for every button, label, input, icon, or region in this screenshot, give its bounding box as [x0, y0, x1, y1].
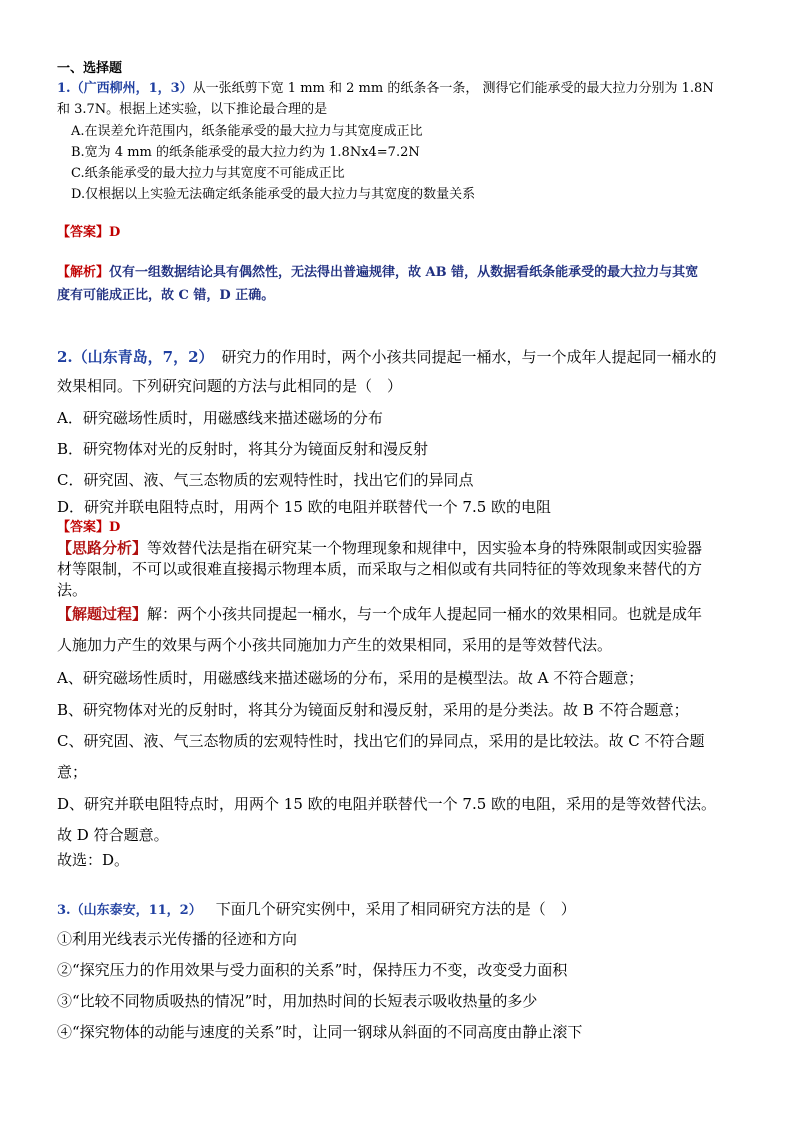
question-2-idea-line-1	[57, 541, 702, 556]
question-1-stem-line-2: 和 3.7N。根据上述实验，以下推论最合理的是	[57, 102, 328, 117]
question-2-answer	[57, 521, 120, 534]
question-2-process-line-2: 人施加力产生的效果与两个小孩共同施加力产生的效果相同，采用的是等效替代法。	[57, 636, 613, 654]
question-1-analysis-line-1	[57, 266, 698, 279]
question-1-option-d: D.仅根据以上实验无法确定纸条能承受的最大拉力与其宽度的数量关系	[71, 187, 476, 202]
question-3-item-2: ②“探究压力的作用效果与受力面积的关系”时，保持压力不变，改变受力面积	[57, 961, 568, 979]
question-1-answer-tag: 【答案】	[57, 225, 110, 240]
question-2-conclusion: 故选：D。	[57, 851, 130, 869]
question-2-option-a: A．研究磁场性质时，用磁感线来描述磁场的分布	[57, 409, 383, 427]
question-1-analysis-line-2: 度有可能成正比，故 C 错，D 正确。	[57, 288, 275, 303]
question-2-option-c: C．研究固、液、气三态物质的宏观特性时，找出它们的异同点	[57, 471, 474, 489]
question-2-process-tag: 【解题过程】	[57, 605, 148, 623]
question-2-process-d-line-2: 故 D 符合题意。	[57, 826, 169, 844]
question-2-answer-value: D	[109, 520, 121, 535]
question-2-process-c-line-2: 意；	[57, 763, 88, 781]
question-2-option-d: D．研究并联电阻特点时，用两个 15 欧的电阻并联替代一个 7.5 欧的电阻	[57, 498, 552, 516]
question-2-process-text: 解：两个小孩共同提起一桶水，与一个成年人提起同一桶水的效果相同。也就是成年	[147, 605, 703, 623]
question-2-process-d-line-1: D、研究并联电阻特点时，用两个 15 欧的电阻并联替代一个 7.5 欧的电阻，采用的是等效替代法。	[57, 795, 717, 813]
question-2-idea-tag: 【思路分析】	[57, 539, 148, 557]
question-2-idea-text: 等效替代法是指在研究某一个物理现象和规律中，因实验本身的特殊限制或因实验器	[147, 539, 703, 557]
section-title: 一、选择题	[57, 61, 123, 76]
question-1-source: （广西柳州，1，3）	[70, 81, 193, 96]
question-2-idea-line-3: 法。	[57, 581, 88, 599]
question-1-analysis-tag: 【解析】	[57, 265, 110, 280]
question-1-stem-text: 从一张纸剪下宽 1 mm 和 2 mm 的纸条各一条， 测得它们能承受的最大拉力分别为 1.8N	[192, 81, 714, 96]
question-2-process-b: B、研究物体对光的反射时，将其分为镜面反射和漫反射，采用的是分类法。故 B 不符合题意；	[57, 701, 689, 719]
question-3-stem-text: 下面几个研究实例中，采用了相同研究方法的是（ ）	[215, 900, 576, 918]
question-3-stem	[57, 902, 576, 917]
question-1-option-a: A.在误差允许范围内，纸条能承受的最大拉力与其宽度成正比	[71, 124, 423, 139]
question-2-idea-line-2: 材等限制，不可以或很难直接揭示物理本质，而采取与之相似或有共同特征的等效现象来替代的方	[57, 560, 703, 578]
question-2-stem-line-2: 效果相同。下列研究问题的方法与此相同的是（ ）	[57, 377, 403, 395]
question-1-stem-line-1	[57, 82, 714, 95]
question-1-answer-value: D	[109, 225, 121, 240]
question-2-stem-line-1	[57, 350, 717, 365]
question-2-answer-tag: 【答案】	[57, 520, 110, 535]
question-2-stem-text: 研究力的作用时，两个小孩共同提起一桶水，与一个成年人提起同一桶水的	[221, 348, 717, 366]
question-1-option-b: B.宽为 4 mm 的纸条能承受的最大拉力约为 1.8Nx4=7.2N	[71, 145, 420, 160]
question-3-item-4: ④“探究物体的动能与速度的关系”时，让同一钢球从斜面的不同高度由静止滚下	[57, 1023, 583, 1041]
question-2-option-b: B．研究物体对光的反射时，将其分为镜面反射和漫反射	[57, 440, 429, 458]
question-3-item-3: ③“比较不同物质吸热的情况”时，用加热时间的长短表示吸收热量的多少	[57, 992, 538, 1010]
question-3-item-1: ①利用光线表示光传播的径迹和方向	[57, 930, 298, 948]
question-1-analysis-text: 仅有一组数据结论具有偶然性，无法得出普遍规律，故 AB 错，从数据看纸条能承受的最大拉力与其宽	[109, 265, 699, 280]
question-1-option-c: C.纸条能承受的最大拉力与其宽度不可能成正比	[71, 166, 345, 181]
question-3-source: （山东泰安，11，2）	[70, 903, 202, 918]
question-2-number: 2.	[57, 348, 73, 366]
question-2-process-c-line-1: C、研究固、液、气三态物质的宏观特性时，找出它们的异同点，采用的是比较法。故 C 不符合题	[57, 732, 705, 750]
question-2-process-a: A、研究磁场性质时，用磁感线来描述磁场的分布，采用的是模型法。故 A 不符合题意；	[57, 669, 644, 687]
question-1-number: 1.	[57, 81, 71, 96]
question-2-process-line-1	[57, 607, 702, 622]
question-3-number: 3.	[57, 903, 71, 918]
question-1-answer	[57, 226, 120, 239]
question-2-source: （山东青岛，7，2）	[72, 348, 214, 366]
